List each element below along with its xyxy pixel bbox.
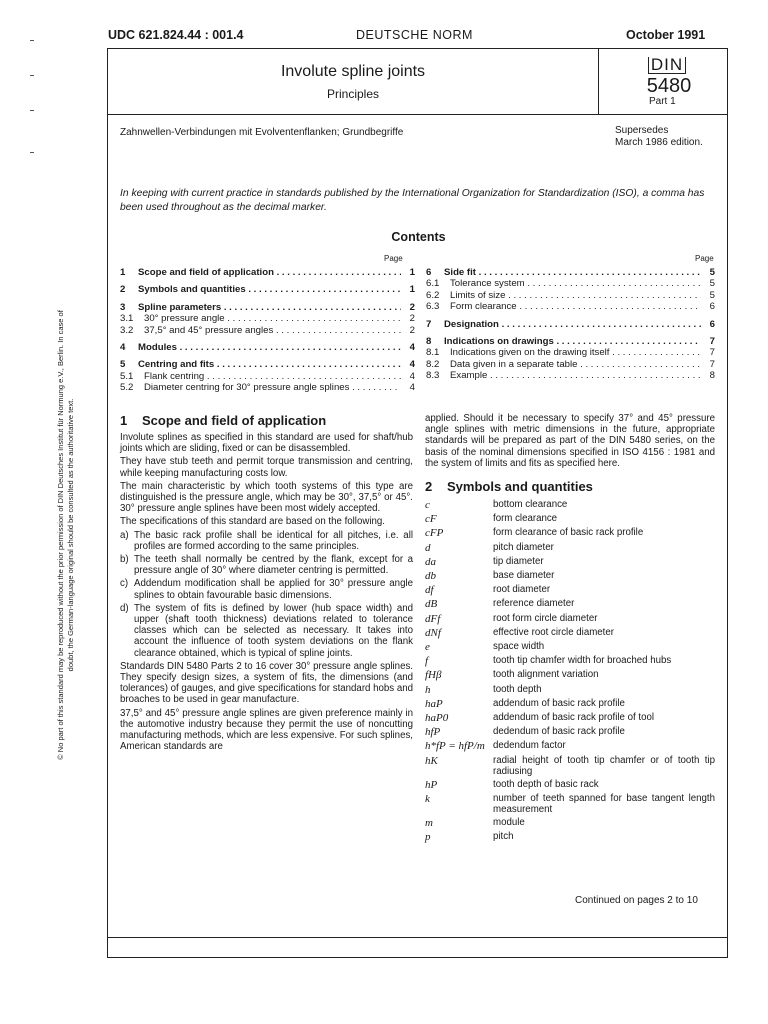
- symbol-description: dedendum of basic rack profile: [493, 726, 625, 738]
- symbol-row: [425, 654, 715, 668]
- toc-entry-number: 6: [426, 267, 432, 278]
- document-subtitle: Principles: [326, 87, 380, 101]
- symbol-row: [425, 830, 715, 844]
- toc-entry-label: Indications on drawings . . .: [444, 336, 701, 347]
- symbol: f: [425, 655, 429, 668]
- toc-entry-page: 5: [709, 267, 715, 278]
- toc-entry-label: 37,5° and 45° pressure angles . . .: [144, 325, 401, 336]
- symbol: cF: [425, 513, 437, 526]
- title-divider: [598, 49, 599, 114]
- symbol-description: tip diameter: [493, 555, 544, 567]
- symbol-description: number of teeth spanned for base tangent length measurement: [493, 792, 715, 816]
- symbol-description: form clearance: [493, 513, 558, 525]
- document-title: Involute spline joints: [280, 63, 426, 80]
- symbol: h: [425, 683, 431, 696]
- toc-entry-label: Diameter centring for 30° pressure angle splines . . .: [144, 382, 401, 393]
- toc-entry-number: 8.2: [426, 358, 440, 370]
- symbol-description: addendum of basic rack profile: [493, 697, 625, 709]
- symbol: haP: [425, 697, 443, 710]
- toc-entry-number: 6.2: [426, 289, 440, 301]
- toc-entry: [426, 319, 715, 330]
- toc-entry-page: 8: [709, 370, 715, 382]
- symbol-description: root diameter: [493, 584, 551, 596]
- symbol-row: [425, 792, 715, 816]
- toc-entry-page: 7: [709, 335, 715, 347]
- paragraph: The main characteristic by which tooth systems of this type are distinguished is the pressure angle, which may be 30°, 37,5° or 45°. 30° pressure angle splines have been most widely accepted.: [120, 480, 413, 515]
- symbol-description: bottom clearance: [493, 499, 568, 511]
- toc-entry-label: Data given in a separate table . . .: [450, 359, 701, 370]
- toc-entry: [426, 347, 715, 358]
- symbol: hK: [425, 754, 438, 767]
- udc-number: UDC 621.824.44 : 001.4: [108, 28, 244, 42]
- toc-entry-number: 7: [426, 318, 432, 330]
- toc-entry-number: 8.1: [426, 347, 440, 359]
- toc-entry-page: 2: [409, 313, 415, 325]
- symbol-description: root form circle diameter: [493, 612, 598, 624]
- toc-entry-page: 5: [709, 278, 715, 290]
- symbol: hfP: [425, 726, 441, 739]
- toc-entry-number: 2: [120, 284, 126, 296]
- footer-rule: [108, 937, 727, 938]
- supersedes-edition: March 1986 edition.: [615, 137, 703, 148]
- supersedes-label: Supersedes: [615, 125, 669, 136]
- symbol-row: [425, 697, 715, 711]
- symbol-description: form clearance of basic rack profile: [493, 527, 644, 539]
- symbol: e: [425, 641, 430, 654]
- symbol-row: [425, 626, 715, 640]
- toc-entry-label: Modules . . .: [138, 342, 401, 353]
- toc-entry-label: Flank centring . . .: [144, 371, 401, 382]
- standard-number: 5480: [646, 75, 692, 97]
- symbol-row: [425, 512, 715, 526]
- symbol-description: reference diameter: [493, 598, 575, 610]
- toc-entry-page: 4: [409, 382, 415, 394]
- toc-entry-page: 1: [409, 267, 415, 278]
- toc-entry: [426, 370, 715, 381]
- toc-entry-number: 1: [120, 267, 126, 278]
- margin-mark: [30, 75, 34, 76]
- symbol: haP0: [425, 712, 449, 725]
- symbol-row: [425, 597, 715, 611]
- continued-note: Continued on pages 2 to 10: [575, 895, 698, 906]
- toc-entry: [426, 267, 715, 278]
- toc-entry-number: 6.1: [426, 278, 440, 290]
- toc-entry-label: Designation . . .: [444, 319, 701, 330]
- contents-heading: Contents: [391, 230, 446, 244]
- left-text-column: [120, 413, 413, 754]
- toc-entry-page: 5: [709, 289, 715, 301]
- toc-entry: [120, 313, 415, 324]
- issue-date: October 1991: [626, 28, 706, 42]
- din-logo: DIN: [644, 55, 690, 75]
- toc-entry: [120, 284, 415, 295]
- right-text-column: [425, 413, 715, 844]
- symbol-row: [425, 725, 715, 739]
- symbol: c: [425, 499, 430, 512]
- symbols-list: [425, 498, 715, 844]
- toc-entry-page: 2: [409, 324, 415, 336]
- symbol: da: [425, 555, 436, 568]
- symbol-description: addendum of basic rack profile of tool: [493, 712, 655, 724]
- toc-entry-number: 4: [120, 341, 126, 353]
- symbol: dB: [425, 598, 438, 611]
- toc-entry-number: 3.1: [120, 313, 134, 325]
- toc-entry-number: 8.3: [426, 370, 440, 382]
- decimal-marker-note: In keeping with current practice in standards published by the International Organization for Standardization (ISO), a comma has been used throughout as the decimal marker.: [120, 188, 705, 213]
- toc-entry-label: Example . . .: [450, 370, 701, 381]
- toc-entry: [120, 267, 415, 278]
- paragraph: 37,5° and 45° pressure angle splines are given preference mainly in the automotive industry because they permit the use of noncutting manufacturing methods, which are less expensive. For such splines, American standards are: [120, 707, 413, 753]
- symbol-description: radial height of tooth tip chamfer or of tooth tip radiusing: [493, 754, 715, 778]
- toc-entry-number: 3.2: [120, 324, 134, 336]
- symbol-row: [425, 583, 715, 597]
- toc-entry: [426, 278, 715, 289]
- toc-entry: [426, 336, 715, 347]
- symbol: df: [425, 584, 434, 597]
- symbol-row: [425, 498, 715, 512]
- symbol: dFf: [425, 612, 441, 625]
- toc-entry-page: 4: [409, 341, 415, 353]
- toc-entry-label: 30° pressure angle . . .: [144, 313, 401, 324]
- symbol-description: tooth alignment variation: [493, 669, 599, 681]
- toc-entry: [426, 359, 715, 370]
- symbol: dNf: [425, 626, 441, 639]
- paragraph: They have stub teeth and permit torque transmission and centring, while keeping manufacturing costs low.: [120, 456, 413, 479]
- paragraph: Involute splines as specified in this standard are used for shaft/hub joints which are sliding, fixed or can be disassembled.: [120, 432, 413, 455]
- symbol-description: tooth depth of basic rack: [493, 778, 599, 790]
- symbol: hP: [425, 778, 438, 791]
- toc-entry-page: 6: [709, 301, 715, 313]
- title-block-rule: [108, 114, 727, 115]
- toc-entry-label: Form clearance . . .: [450, 301, 701, 312]
- symbol-row: [425, 711, 715, 725]
- toc-entry-page: 7: [709, 358, 715, 370]
- symbol-row: [425, 816, 715, 830]
- symbol-row: [425, 612, 715, 626]
- list-item: a) The basic rack profile shall be identical for all pitches, i.e. all profiles are formed according to the same principles.: [120, 529, 413, 552]
- toc-entry: [426, 290, 715, 301]
- margin-mark: [30, 40, 34, 41]
- toc-entry: [120, 382, 415, 393]
- symbol-description: pitch diameter: [493, 541, 554, 553]
- symbol-description: effective root circle diameter: [493, 626, 614, 638]
- toc-entry-page: 4: [409, 370, 415, 382]
- symbol-description: tooth depth: [493, 683, 542, 695]
- toc-entry-label: Limits of size . . .: [450, 290, 701, 301]
- deutsche-norm-label: DEUTSCHE NORM: [356, 28, 473, 42]
- list-item: d) The system of fits is defined by lower (hub space width) and upper (shaft tooth thickness) deviations related to tolerance classes which can be selected as necessary. It takes into account the influence of tooth system deviations on the flank clearance obtained, which is typical of spline joints.: [120, 602, 413, 659]
- symbol-row: [425, 778, 715, 792]
- toc-entry-page: 7: [709, 347, 715, 359]
- toc-entry-label: Indications given on the drawing itself . . .: [450, 347, 701, 358]
- contents-right-column: [426, 267, 715, 382]
- toc-entry-label: Centring and fits . . .: [138, 359, 401, 370]
- toc-entry-page: 2: [409, 301, 415, 313]
- symbol-description: base diameter: [493, 570, 555, 582]
- list-item: b) The teeth shall normally be centred by the flank, except for a pressure angle of 30° where diameter centring is permitted.: [120, 554, 413, 577]
- symbol: fHβ: [425, 669, 442, 682]
- margin-mark: [30, 110, 34, 111]
- german-title: Zahnwellen-Verbindungen mit Evolventenflanken; Grundbegriffe: [120, 127, 404, 138]
- symbol-row: [425, 683, 715, 697]
- symbol-description: tooth tip chamfer width for broached hubs: [493, 655, 672, 667]
- section-1-heading: 1 Scope and field of application: [120, 413, 327, 428]
- toc-entry: [120, 359, 415, 370]
- symbol-description: dedendum factor: [493, 740, 566, 752]
- list-item: c) Addendum modification shall be applied for 30° pressure angle splines to obtain favourable basic dimensions.: [120, 578, 413, 601]
- symbol: k: [425, 792, 430, 805]
- toc-entry-page: 4: [409, 359, 415, 371]
- symbol-row: [425, 754, 715, 778]
- toc-entry-label: Tolerance system . . .: [450, 278, 701, 289]
- symbol: p: [425, 831, 431, 844]
- toc-entry: [120, 325, 415, 336]
- symbol-row: [425, 541, 715, 555]
- toc-entry: [120, 342, 415, 353]
- symbol-description: module: [493, 816, 525, 828]
- toc-entry: [120, 371, 415, 382]
- part-label: Part 1: [649, 96, 676, 107]
- symbol: db: [425, 570, 436, 583]
- symbol-description: pitch: [493, 831, 514, 843]
- symbol: m: [425, 816, 433, 829]
- toc-entry-label: Scope and field of application . . .: [138, 267, 401, 278]
- symbol-row: [425, 569, 715, 583]
- toc-entry: [120, 302, 415, 313]
- toc-entry-label: Symbols and quantities . . .: [138, 284, 401, 295]
- toc-entry-number: 3: [120, 301, 126, 313]
- toc-entry-label: Side fit . . .: [444, 267, 701, 278]
- paragraph: applied. Should it be necessary to specify 37° and 45° pressure angle splines with metric dimensions in the future, appropriate standards will be prepared as part of the DIN 5480 series, on the basis of the nominal dimensions specified in ISO 4156 : 1981 and the system of limits and fits as specified here.: [425, 413, 715, 469]
- margin-mark: [30, 152, 34, 153]
- symbol-row: [425, 739, 715, 753]
- contents-left-column: [120, 267, 415, 394]
- toc-entry: [426, 301, 715, 312]
- paragraph: The specifications of this standard are based on the following.: [120, 516, 385, 528]
- paragraph: Standards DIN 5480 Parts 2 to 16 cover 30° pressure angle splines. They specify design sizes, a system of fits, the dimensions (and tolerances) of gauges, and give specifications for standard hobs and broaches to be used in gear manufacture.: [120, 660, 413, 706]
- symbol-row: [425, 526, 715, 540]
- toc-entry-number: 5.2: [120, 382, 134, 394]
- toc-entry-number: 6.3: [426, 301, 440, 313]
- toc-entry-number: 5.1: [120, 370, 134, 382]
- toc-entry-page: 1: [409, 284, 415, 296]
- contents-page-label-right: Page: [695, 254, 714, 263]
- toc-entry-number: 8: [426, 335, 432, 347]
- symbol: d: [425, 541, 431, 554]
- symbol-row: [425, 668, 715, 682]
- toc-entry-page: 6: [709, 318, 715, 330]
- section-2-heading: 2 Symbols and quantities: [425, 479, 593, 495]
- document-frame: [107, 48, 728, 958]
- copyright-side-note: © No part of this standard may be reproduced without the prior permission of DIN Deutsches Institut für Normung e.V., Berlin. In case of doubt, the German-language original should be consulted as the authoritative text.: [56, 310, 75, 760]
- symbol: h*fP = hfP/m: [425, 740, 485, 753]
- symbol: cFP: [425, 527, 444, 540]
- toc-entry-label: Spline parameters . . .: [138, 302, 401, 313]
- symbol-row: [425, 640, 715, 654]
- toc-entry-number: 5: [120, 359, 126, 371]
- symbol-description: space width: [493, 641, 545, 653]
- symbol-row: [425, 555, 715, 569]
- contents-page-label-left: Page: [384, 254, 403, 263]
